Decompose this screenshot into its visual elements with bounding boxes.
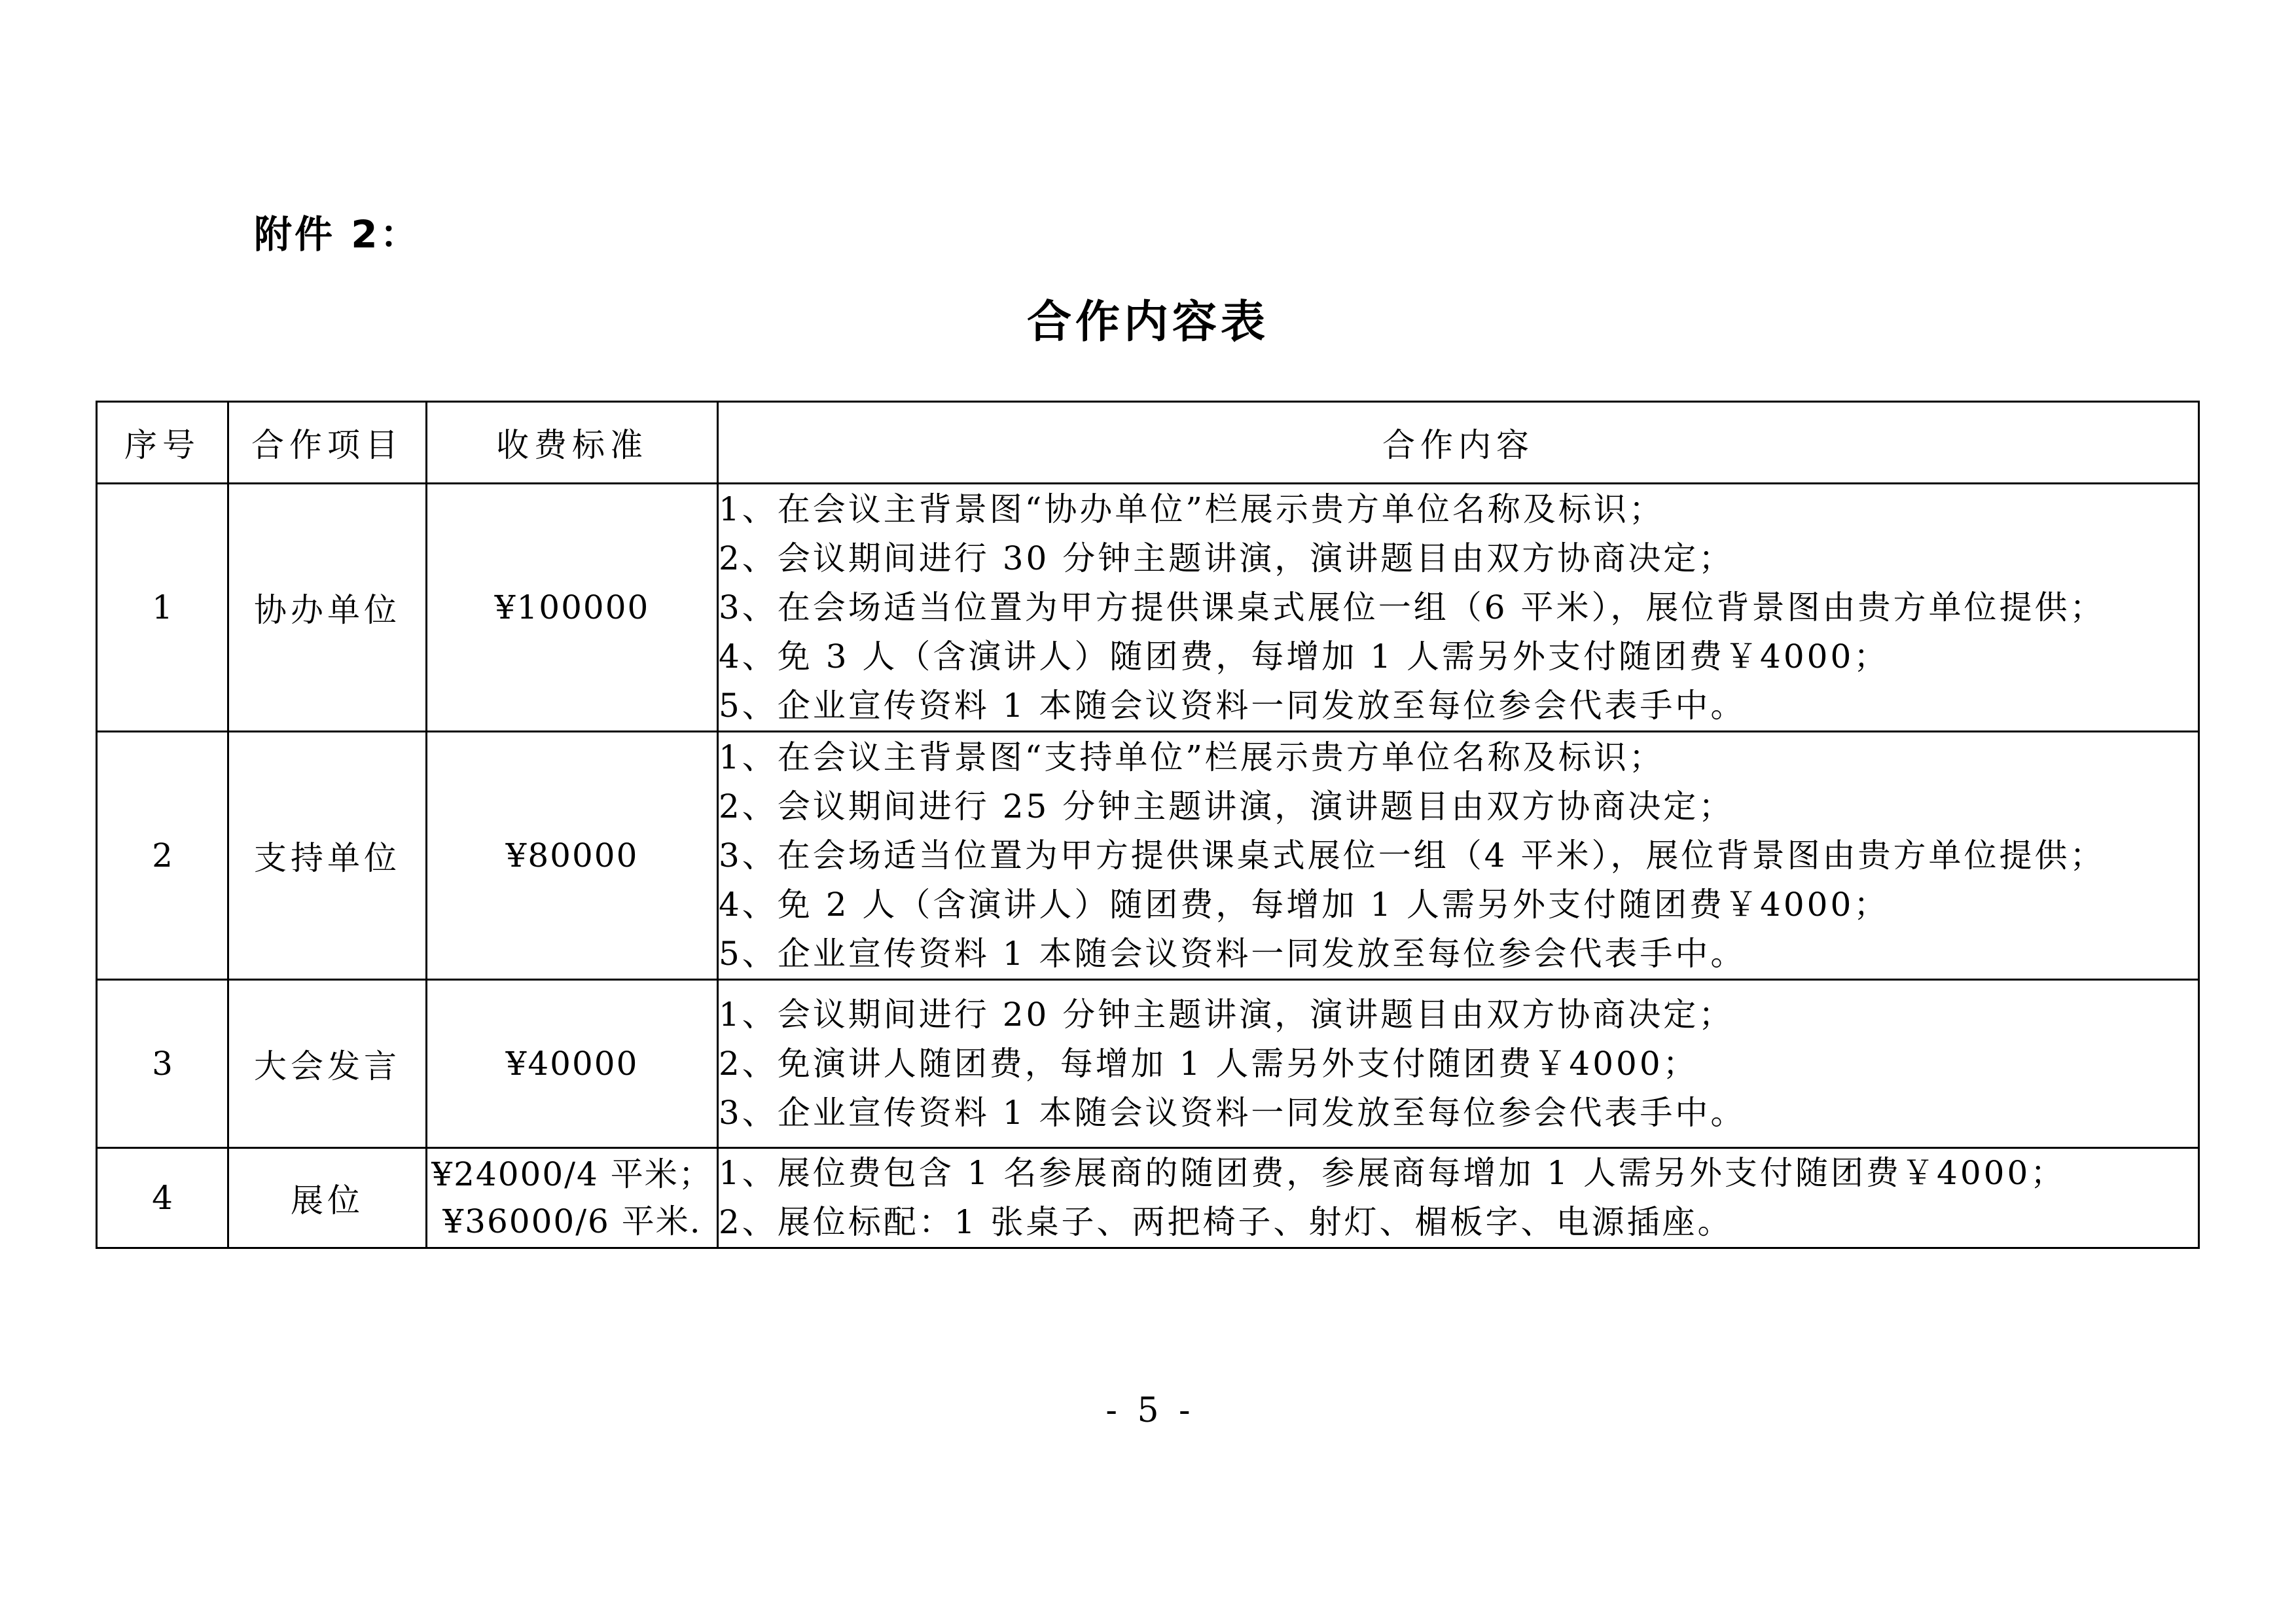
header-cooperation-item: 合作项目 [228, 402, 427, 484]
cooperation-content-cell [718, 980, 2199, 1148]
content-line: 4、免 2 人（含演讲人）随团费，每增加 1 人需另外支付随团费￥4000； [719, 885, 1890, 924]
content-line: 2、展位标配：1 张桌子、两把椅子、射灯、楣板字、电源插座。 [719, 1203, 1733, 1241]
content-line: 1、在会议主背景图“支持单位”栏展示贵方单位名称及标识； [719, 738, 1664, 776]
content-line: 5、企业宣传资料 1 本随会议资料一同发放至每位参会代表手中。 [719, 934, 1746, 973]
table-header-row [97, 402, 2199, 484]
fee-standard-cell [427, 1148, 718, 1248]
content-line: 1、在会议主背景图“协办单位”栏展示贵方单位名称及标识； [719, 490, 1664, 528]
header-fee-standard: 收费标准 [427, 402, 718, 484]
content-line: 5、企业宣传资料 1 本随会议资料一同发放至每位参会代表手中。 [719, 686, 1746, 725]
content-line: 2、会议期间进行 25 分钟主题讲演，演讲题目由双方协商决定； [719, 787, 1734, 825]
table-row [97, 484, 2199, 732]
cooperation-item-cell: 协办单位 [228, 484, 427, 732]
document-title: 合作内容表 [1026, 297, 1269, 348]
content-line: 2、会议期间进行 30 分钟主题讲演，演讲题目由双方协商决定； [719, 539, 1734, 577]
cooperation-item-cell: 展位 [228, 1148, 427, 1248]
fee-line: ¥80000 [505, 837, 639, 875]
fee-line: ¥24000/4 平米； [431, 1155, 713, 1193]
fee-standard-cell [427, 484, 718, 732]
table-row [97, 1148, 2199, 1248]
cooperation-item-cell: 支持单位 [228, 732, 427, 980]
fee-standard-cell [427, 732, 718, 980]
fee-line: ¥40000 [505, 1045, 639, 1083]
content-line: 3、在会场适当位置为甲方提供课桌式展位一组（6 平米），展位背景图由贵方单位提供； [719, 588, 2106, 626]
serial-number-cell: 1 [97, 484, 228, 732]
fee-line: ¥100000 [494, 588, 650, 626]
content-line: 2、免演讲人随团费，每增加 1 人需另外支付随团费￥4000； [719, 1044, 1698, 1083]
table-row [97, 980, 2199, 1148]
cooperation-content-cell [718, 484, 2199, 732]
cooperation-table [96, 401, 2200, 1249]
header-cooperation-content: 合作内容 [718, 402, 2199, 484]
attachment-label: 附件 2： [254, 212, 421, 257]
content-line: 3、在会场适当位置为甲方提供课桌式展位一组（4 平米），展位背景图由贵方单位提供； [719, 836, 2106, 875]
cooperation-content-cell [718, 732, 2199, 980]
content-line: 1、会议期间进行 20 分钟主题讲演，演讲题目由双方协商决定； [719, 995, 1734, 1034]
table-row [97, 732, 2199, 980]
fee-standard-cell [427, 980, 718, 1148]
serial-number-cell: 2 [97, 732, 228, 980]
cooperation-content-cell [718, 1148, 2199, 1248]
content-line: 4、免 3 人（含演讲人）随团费，每增加 1 人需另外支付随团费￥4000； [719, 637, 1890, 676]
serial-number-cell: 3 [97, 980, 228, 1148]
serial-number-cell: 4 [97, 1148, 228, 1248]
header-serial-number: 序号 [97, 402, 228, 484]
page-number: - 5 - [1105, 1391, 1191, 1430]
content-line: 3、企业宣传资料 1 本随会议资料一同发放至每位参会代表手中。 [719, 1093, 1746, 1132]
fee-line: ¥36000/6 平米. [442, 1202, 702, 1240]
cooperation-item-cell: 大会发言 [228, 980, 427, 1148]
content-line: 1、展位费包含 1 名参展商的随团费，参展商每增加 1 人需另外支付随团费￥4000； [719, 1154, 2066, 1192]
